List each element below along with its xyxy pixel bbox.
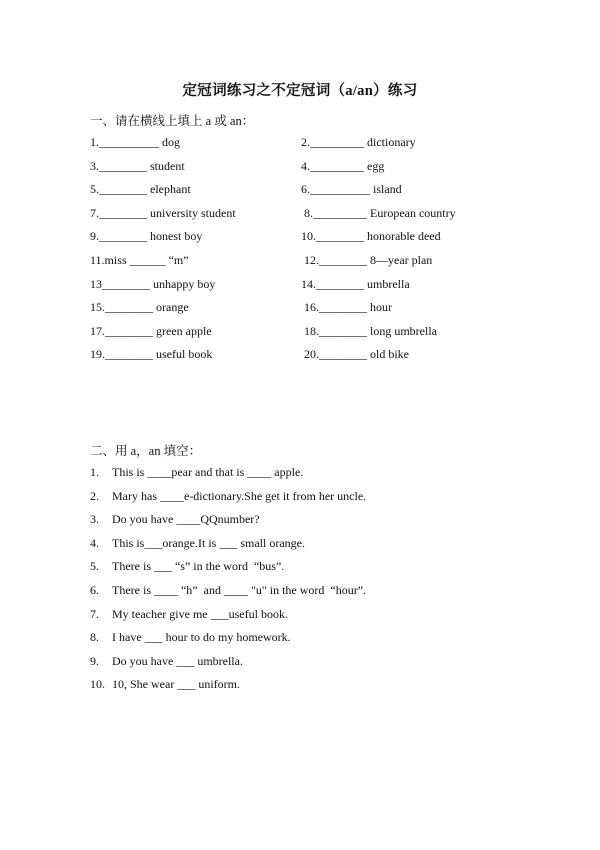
- section1-exercise-grid: [90, 131, 510, 367]
- exercise-item-20: 20.________ old bike: [301, 347, 409, 362]
- sentence-number: 8.: [90, 630, 99, 645]
- sentence-item: [90, 650, 550, 674]
- sentence-text: This is ____pear and that is ____ apple.: [112, 465, 304, 479]
- exercise-item-2: 2._________ dictionary: [301, 135, 416, 149]
- sentence-item: [90, 508, 550, 532]
- exercise-item-9: 9.________ honest boy: [90, 229, 203, 244]
- exercise-item-3: 3.________ student: [90, 158, 185, 173]
- exercise-item-19: 19.________ useful book: [90, 347, 213, 362]
- sentence-number: 10.: [90, 677, 105, 692]
- sentence-text: My teacher give me ___useful book.: [112, 606, 288, 621]
- sentence-item: [90, 555, 550, 579]
- sentence-item: [90, 673, 550, 697]
- sentence-number: 5.: [90, 559, 99, 574]
- exercise-item-16: 16.________ hour: [301, 300, 392, 315]
- sentence-item: [90, 532, 550, 556]
- sentence-text: Do you have ___ umbrella.: [112, 653, 243, 668]
- exercise-item-12: 12.________ 8—year plan: [301, 252, 433, 267]
- sentence-number: 9.: [90, 653, 99, 668]
- sentence-number: 4.: [90, 535, 99, 550]
- sentence-number: 6.: [90, 582, 99, 597]
- section2-heading: 二、用 a，an 填空：: [90, 444, 202, 458]
- sentence-text: This is___orange.It is ___ small orange.: [112, 535, 305, 550]
- sentence-text: There is ____ “h” and ____ "u" in the word “hour”.: [112, 582, 367, 597]
- sentence-number: 7.: [90, 606, 99, 621]
- exercise-item-11: 11.miss ______ “m”: [90, 252, 189, 267]
- sentence-number: 2.: [90, 488, 99, 503]
- exercise-item-18: 18.________ long umbrella: [301, 323, 437, 338]
- exercise-item-8: 8._________ European country: [301, 205, 456, 220]
- exercise-item-14: 14.________ umbrella: [301, 276, 410, 291]
- sentence-item: [90, 485, 550, 509]
- sentence-item: [90, 461, 550, 485]
- worksheet-title: 定冠词练习之不定冠词（a/an）练习: [182, 83, 418, 99]
- sentence-item: [90, 626, 550, 650]
- sentence-text: There is ___ “s” in the word “bus”.: [112, 559, 285, 574]
- exercise-item-5: 5.________ elephant: [90, 182, 191, 197]
- exercise-item-4: 4._________ egg: [301, 158, 385, 173]
- section1-heading: 一、请在横线上填上 a 或 an：: [90, 114, 255, 128]
- exercise-item-15: 15.________ orange: [90, 300, 189, 315]
- sentence-number: 1.: [90, 465, 99, 479]
- sentence-number: 3.: [90, 512, 99, 527]
- sentence-text: 10, She wear ___ uniform.: [112, 677, 240, 692]
- exercise-item-1: 1.__________ dog: [90, 135, 180, 149]
- section2-sentence-list: [90, 461, 550, 697]
- sentence-text: Do you have ____QQnumber?: [112, 512, 260, 527]
- exercise-item-13: 13________ unhappy boy: [90, 276, 216, 291]
- exercise-item-6: 6.__________ island: [301, 182, 402, 197]
- exercise-item-7: 7.________ university student: [90, 205, 236, 220]
- exercise-item-10: 10.________ honorable deed: [301, 229, 441, 244]
- sentence-item: [90, 603, 550, 627]
- sentence-text: Mary has ____e-dictionary.She get it from her uncle.: [112, 488, 367, 503]
- exercise-item-17: 17.________ green apple: [90, 323, 212, 338]
- sentence-text: I have ___ hour to do my homework.: [112, 630, 291, 645]
- sentence-item: [90, 579, 550, 603]
